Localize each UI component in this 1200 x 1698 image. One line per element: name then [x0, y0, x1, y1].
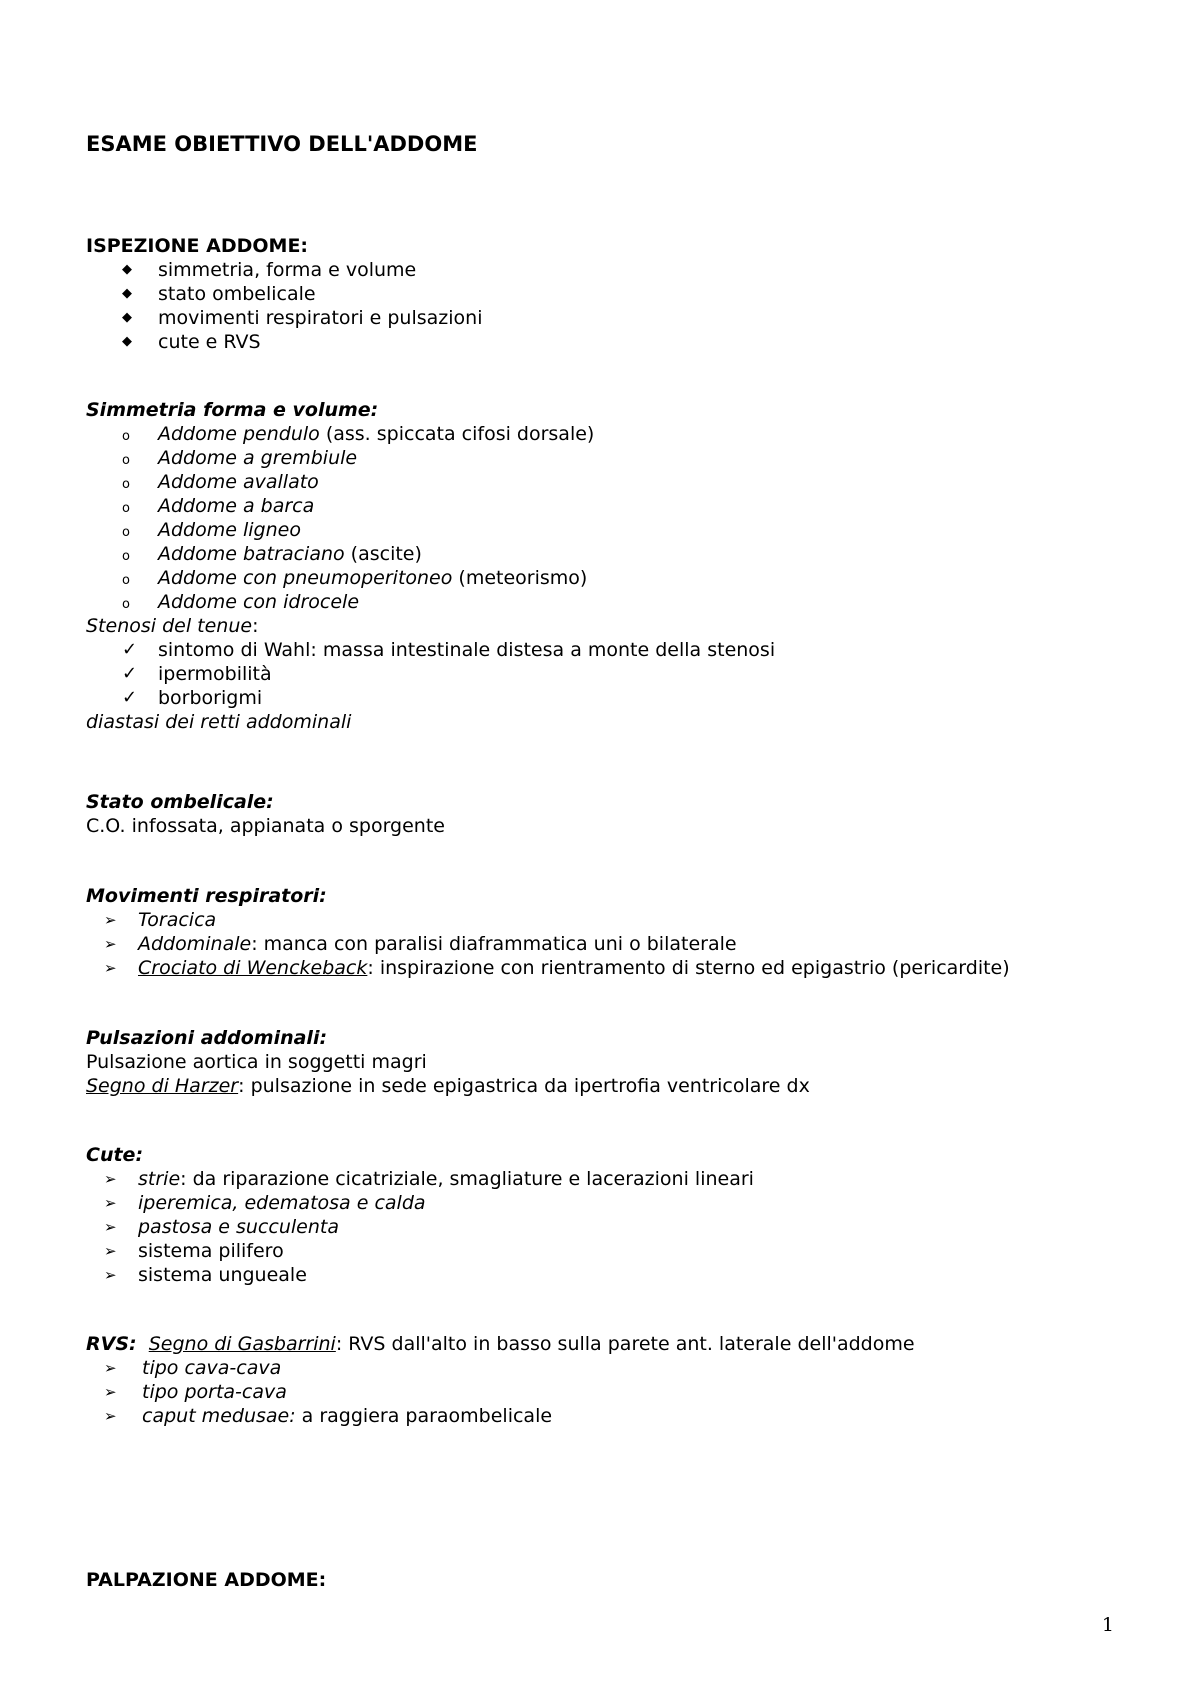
heading-simmetria: Simmetria forma e volume:	[86, 399, 379, 421]
diastasi-text: diastasi dei retti addominali	[86, 711, 352, 733]
list-item: o Addome con pneumoperitoneo (meteorismo)	[86, 566, 1160, 590]
arrow-bullet-icon: ➢	[104, 1218, 117, 1236]
simmetria-list	[86, 422, 1160, 614]
list-item: ✓ ipermobilità	[122, 663, 272, 685]
circle-bullet-icon: o	[122, 573, 130, 588]
heading-respiratori: Movimenti respiratori:	[86, 885, 327, 907]
circle-bullet-icon: o	[122, 429, 130, 444]
list-item: ➢ sistema pilifero	[104, 1240, 284, 1262]
list-item: ➢ Crociato di Wenckeback: inspirazione con rientramento di sterno ed epigastrio (pericardite)	[104, 957, 1010, 979]
circle-bullet-icon: o	[122, 501, 130, 516]
section-respiratori	[86, 884, 1160, 980]
pulsazioni-line-2: Segno di Harzer: pulsazione in sede epigastrica da ipertrofia ventricolare dx	[86, 1075, 810, 1097]
list-item: o Addome batraciano (ascite)	[86, 542, 1160, 566]
stenosi-list	[86, 638, 1160, 710]
diamond-bullet-icon: ◆	[122, 286, 132, 301]
arrow-bullet-icon: ➢	[104, 1242, 117, 1260]
list-item: ◆ stato ombelicale	[122, 283, 316, 305]
arrow-bullet-icon: ➢	[104, 935, 117, 953]
list-item: ✓ borborigmi	[122, 687, 263, 709]
rvs-line: RVS: Segno di Gasbarrini: RVS dall'alto in basso sulla parete ant. laterale dell'addome	[86, 1333, 915, 1355]
arrow-bullet-icon: ➢	[104, 911, 117, 929]
list-item: ◆ movimenti respiratori e pulsazioni	[122, 307, 483, 329]
list-item: ✓ sintomo di Wahl: massa intestinale distesa a monte della stenosi	[122, 639, 776, 661]
heading-ispezione: ISPEZIONE ADDOME:	[86, 235, 309, 257]
list-item: ➢ caput medusae: a raggiera paraombelicale	[104, 1405, 553, 1427]
checkmark-bullet-icon: ✓	[122, 663, 138, 684]
rvs-list	[86, 1356, 1160, 1428]
section-ombelicale	[86, 790, 1160, 838]
arrow-bullet-icon: ➢	[104, 1383, 117, 1401]
arrow-bullet-icon: ➢	[104, 1266, 117, 1284]
list-item: ➢ strie: da riparazione cicatriziale, smagliature e lacerazioni lineari	[104, 1168, 754, 1190]
list-item: o Addome con idrocele	[86, 590, 1160, 614]
ombelicale-text: C.O. infossata, appianata o sporgente	[86, 815, 445, 837]
arrow-bullet-icon: ➢	[104, 959, 117, 977]
checkmark-bullet-icon: ✓	[122, 639, 138, 660]
section-palpazione	[86, 1568, 1160, 1592]
list-item: ➢ pastosa e succulenta	[104, 1216, 339, 1238]
diamond-bullet-icon: ◆	[122, 310, 132, 325]
diamond-bullet-icon: ◆	[122, 334, 132, 349]
list-item: ➢ Toracica	[104, 909, 217, 931]
diamond-bullet-icon: ◆	[122, 262, 132, 277]
heading-palpazione: PALPAZIONE ADDOME:	[86, 1569, 327, 1591]
circle-bullet-icon: o	[122, 597, 130, 612]
respiratori-list	[86, 908, 1160, 980]
list-item: o Addome pendulo (ass. spiccata cifosi dorsale)	[86, 422, 1160, 446]
list-item: ➢ sistema ungueale	[104, 1264, 307, 1286]
section-simmetria	[86, 398, 1160, 734]
cute-list	[86, 1167, 1160, 1287]
circle-bullet-icon: o	[122, 525, 130, 540]
page-number: 1	[1101, 1614, 1114, 1636]
section-rvs	[86, 1332, 1160, 1428]
circle-bullet-icon: o	[122, 477, 130, 492]
list-item: ➢ iperemica, edematosa e calda	[104, 1192, 426, 1214]
checkmark-bullet-icon: ✓	[122, 687, 138, 708]
list-item: ➢ Addominale: manca con paralisi diaframmatica uni o bilaterale	[104, 933, 737, 955]
circle-bullet-icon: o	[122, 549, 130, 564]
section-ispezione	[86, 234, 1160, 354]
arrow-bullet-icon: ➢	[104, 1359, 117, 1377]
arrow-bullet-icon: ➢	[104, 1170, 117, 1188]
arrow-bullet-icon: ➢	[104, 1407, 117, 1425]
section-pulsazioni	[86, 1026, 1160, 1098]
list-item: o Addome a barca	[86, 494, 1160, 518]
heading-cute: Cute:	[86, 1144, 144, 1166]
arrow-bullet-icon: ➢	[104, 1194, 117, 1212]
heading-pulsazioni: Pulsazioni addominali:	[86, 1027, 328, 1049]
heading-ombelicale: Stato ombelicale:	[86, 791, 274, 813]
pulsazioni-line-1: Pulsazione aortica in soggetti magri	[86, 1051, 427, 1073]
list-item: ➢ tipo porta-cava	[104, 1381, 287, 1403]
list-item: ◆ simmetria, forma e volume	[122, 259, 417, 281]
section-cute	[86, 1143, 1160, 1287]
list-item: o Addome avallato	[86, 470, 1160, 494]
list-item: ➢ tipo cava-cava	[104, 1357, 282, 1379]
document-title: ESAME OBIETTIVO DELL'ADDOME	[86, 132, 478, 156]
stenosi-label: Stenosi del tenue:	[86, 615, 259, 637]
list-item: o Addome ligneo	[86, 518, 1160, 542]
list-item: o Addome a grembiule	[86, 446, 1160, 470]
circle-bullet-icon: o	[122, 453, 130, 468]
heading-rvs: RVS:	[86, 1333, 137, 1355]
list-item: ◆ cute e RVS	[122, 331, 261, 353]
ispezione-list	[86, 258, 1160, 354]
